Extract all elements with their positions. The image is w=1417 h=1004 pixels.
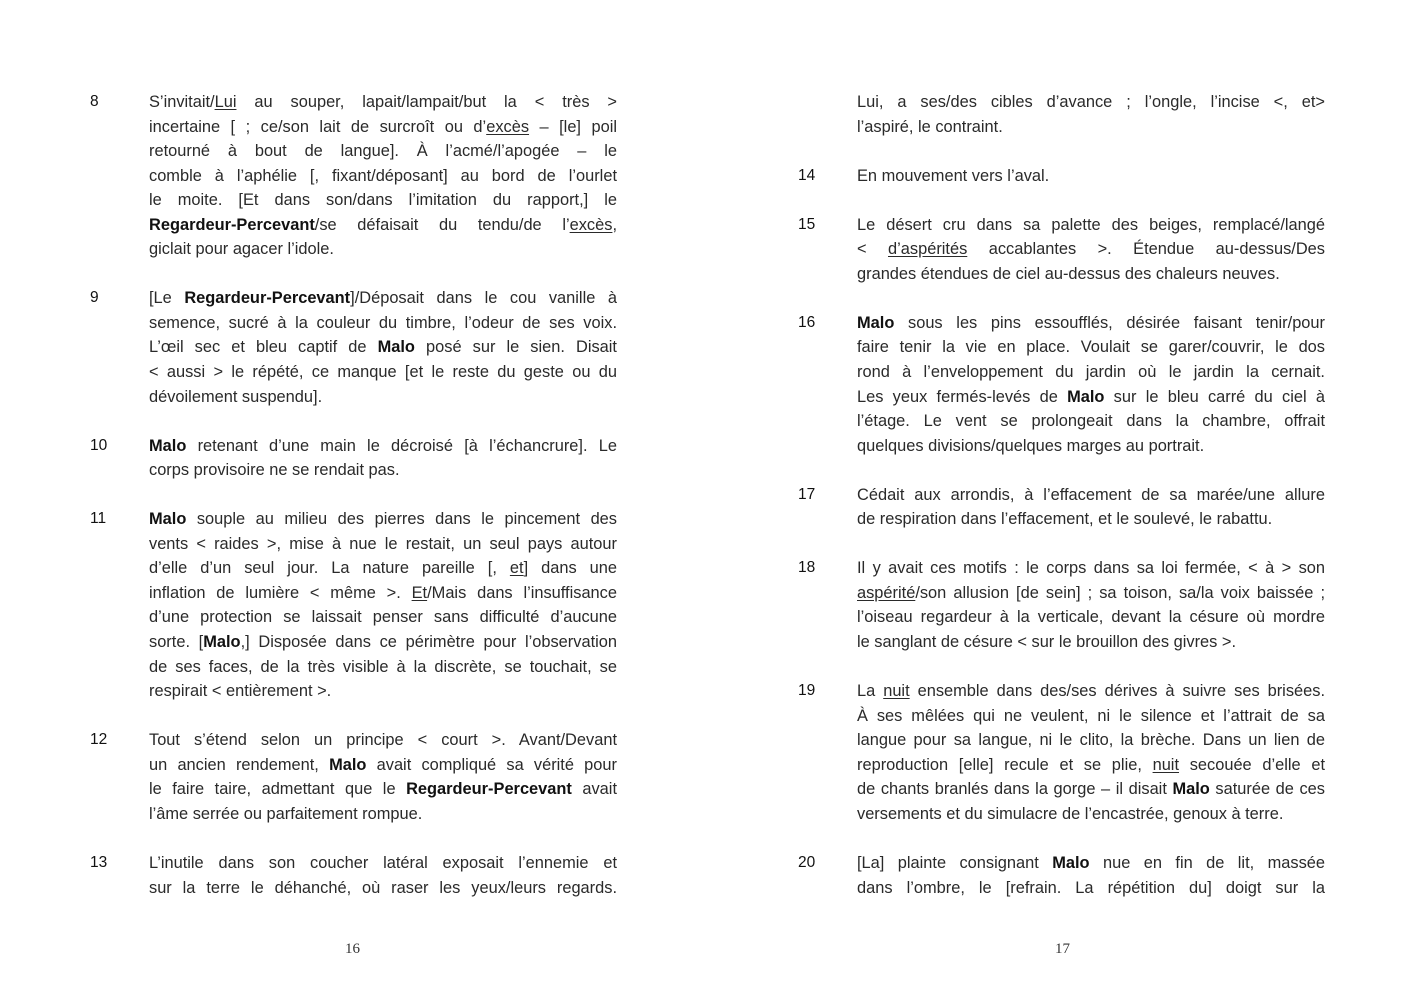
bold-name: Malo	[149, 436, 187, 455]
text-line	[149, 360, 617, 385]
text-line	[149, 90, 617, 115]
text-run: avait	[571, 780, 617, 799]
text-line	[149, 728, 617, 753]
numbered-paragraph	[90, 90, 618, 262]
bold-name: Regardeur-Percevant	[406, 780, 572, 799]
text-line	[857, 851, 1325, 876]
text-run: <	[857, 240, 889, 259]
text-run: le sanglant de césure < sur le brouillon des givres >.	[857, 633, 1237, 652]
text-run: L’inutile dans son coucher latéral exposait l’ennemie et	[149, 853, 617, 872]
text-run: avait compliqué sa vérité pour	[366, 755, 617, 774]
text-line	[149, 507, 617, 532]
text-run: ensemble dans des/ses dérives à suivre ses brisées.	[909, 682, 1325, 701]
text-line	[857, 507, 1325, 532]
text-run: incertaine [ ; ce/son lait de surcroît ou d’	[149, 117, 487, 136]
text-run: accablantes >. Étendue au-dessus/Des	[967, 240, 1325, 259]
underlined-word: et	[509, 559, 524, 578]
text-line	[149, 458, 617, 483]
text-line	[857, 802, 1325, 827]
text-run: de ses faces, de la très visible à la discrète, se touchait, se	[149, 657, 617, 676]
text-run: posé sur le sien. Disait	[414, 338, 617, 357]
text-line	[149, 802, 617, 827]
bold-name: Malo	[329, 755, 367, 774]
underlined-word: aspérité	[857, 583, 916, 602]
text-line	[149, 777, 617, 802]
text-run: langue pour sa langue, ni le clito, la brèche. Dans un lien de	[857, 731, 1325, 750]
text-run: ]/Déposait dans le cou vanille à	[350, 289, 617, 308]
text-line	[857, 164, 1325, 189]
text-run: l’âme serrée ou parfaitement rompue.	[149, 804, 423, 823]
paragraph-number: 14	[798, 166, 816, 184]
right-page-text	[798, 90, 1326, 925]
text-run: au souper, lapait/lampait/but la < très >	[236, 93, 617, 111]
text-run: rond à l’enveloppement du jardin où le jardin la cernait.	[857, 363, 1325, 382]
text-run: de chants branlés dans la gorge – il disait	[857, 780, 1173, 799]
text-line	[149, 679, 617, 704]
text-run: reproduction [elle] recule et se plie,	[857, 755, 1153, 774]
text-run: sur le bleu carré du ciel à	[1104, 387, 1325, 406]
text-line	[857, 90, 1325, 115]
paragraph-number: 12	[90, 731, 108, 749]
text-run: semence, sucré à la couleur du timbre, l’odeur de ses voix.	[149, 313, 617, 332]
numbered-paragraph	[798, 90, 1326, 139]
text-run: Cédait aux arrondis, à l’effacement de sa marée/une allure	[857, 485, 1325, 504]
text-line	[149, 213, 617, 238]
text-run: ,	[612, 215, 617, 234]
text-line	[857, 777, 1325, 802]
text-run: l’aspiré, le contraint.	[857, 117, 1003, 136]
paragraph-number: 17	[798, 485, 816, 503]
text-line	[149, 164, 617, 189]
text-line	[149, 434, 617, 459]
text-line	[857, 581, 1325, 606]
text-run: – [le] poil	[529, 117, 617, 136]
text-line	[857, 876, 1325, 901]
paragraph-number: 13	[90, 853, 108, 871]
page-number: 16	[345, 941, 360, 957]
text-run: d’une protection se laissait penser sans difficulté d’aucune	[149, 608, 617, 627]
numbered-paragraph	[90, 286, 618, 409]
text-run: ] dans une	[523, 559, 617, 578]
paragraph-number: 9	[90, 289, 99, 307]
bold-name: Malo	[1067, 387, 1105, 406]
text-line	[149, 605, 617, 630]
bold-name: Malo	[857, 313, 895, 332]
text-run: sous les pins essoufflés, désirée faisant tenir/pour	[894, 313, 1325, 332]
text-run: le moite. [Et dans son/dans l’imitation du rapport,] le	[149, 191, 617, 210]
text-run: quelques divisions/quelques marges au portrait.	[857, 436, 1205, 455]
text-run: de respiration dans l’effacement, et le soulevé, le rabattu.	[857, 510, 1273, 529]
text-line	[149, 139, 617, 164]
text-line	[149, 876, 617, 901]
text-run: En mouvement vers l’aval.	[857, 166, 1050, 185]
underlined-word: Et	[411, 583, 428, 602]
text-run: dévoilement suspendu].	[149, 387, 323, 406]
text-line	[857, 115, 1325, 140]
text-run: S’invitait/	[149, 93, 215, 111]
text-run: /son allusion [de sein] ; sa toison, sa/la voix baissée ;	[915, 583, 1325, 602]
numbered-paragraph	[798, 556, 1326, 654]
numbered-paragraph	[798, 851, 1326, 900]
text-line	[149, 556, 617, 581]
underlined-word: excès	[486, 117, 530, 136]
underlined-word: Lui	[214, 93, 237, 111]
underlined-word: nuit	[1152, 755, 1180, 774]
paragraph-number: 18	[798, 559, 816, 577]
text-run: ,] Disposée dans ce périmètre pour l’observation	[240, 633, 617, 652]
text-run: souple au milieu des pierres dans le pincement des	[186, 510, 617, 529]
bold-name: Malo	[1052, 853, 1090, 872]
paragraph-number: 19	[798, 682, 816, 700]
text-run: comble à l’aphélie [, fixant/déposant] au bord de l’ourlet	[149, 166, 617, 185]
text-line	[149, 851, 617, 876]
text-line	[857, 360, 1325, 385]
text-line	[149, 188, 617, 213]
text-run: l’oiseau regardeur à la verticale, devant la césure où mordre	[857, 608, 1325, 627]
bold-name: Malo	[149, 510, 187, 529]
page-number: 17	[1055, 941, 1070, 957]
text-line	[857, 385, 1325, 410]
text-run: versements et du simulacre de l’encastrée, genoux à terre.	[857, 804, 1284, 823]
text-line	[149, 237, 617, 262]
left-page	[0, 0, 708, 1004]
text-run: Les yeux fermés-levés de	[857, 387, 1068, 406]
text-line	[857, 753, 1325, 778]
numbered-paragraph	[798, 164, 1326, 189]
bold-name: Malo	[1172, 780, 1210, 799]
text-run: /se défaisait du tendu/de l’	[314, 215, 570, 234]
text-line	[857, 630, 1325, 655]
text-line	[857, 728, 1325, 753]
text-run: Il y avait ces motifs : le corps dans sa loi fermée, < à > son	[857, 559, 1325, 578]
underlined-word: nuit	[883, 682, 910, 701]
text-run: corps provisoire ne se rendait pas.	[149, 461, 400, 480]
text-line	[149, 385, 617, 410]
text-run: < aussi > le répété, ce manque [et le reste du geste ou du	[149, 363, 617, 382]
text-line	[857, 704, 1325, 729]
text-run: dans l’ombre, le [refrain. La répétition du] doigt sur la	[857, 878, 1325, 897]
text-run: À ses mêlées qui ne veulent, ni le silence et l’attrait de sa	[857, 706, 1325, 725]
text-line	[857, 335, 1325, 360]
text-run: respirait < entièrement >.	[149, 682, 332, 701]
text-line	[149, 115, 617, 140]
paragraph-number: 11	[90, 510, 107, 528]
text-run: grandes étendues de ciel au-dessus des chaleurs neuves.	[857, 264, 1280, 283]
text-run: d’elle d’un seul jour. La nature pareille [,	[149, 559, 510, 578]
paragraph-number: 10	[90, 436, 108, 454]
text-run: [Le	[149, 289, 185, 308]
text-line	[857, 556, 1325, 581]
text-line	[857, 237, 1325, 262]
numbered-paragraph	[798, 483, 1326, 532]
text-line	[857, 605, 1325, 630]
numbered-paragraph	[798, 213, 1326, 287]
text-run: saturée de ces	[1209, 780, 1325, 799]
numbered-paragraph	[798, 311, 1326, 458]
text-run: inflation de lumière < même >.	[149, 583, 412, 602]
numbered-paragraph	[90, 507, 618, 703]
paragraph-number: 8	[90, 93, 99, 110]
right-page	[708, 0, 1417, 1004]
text-run: giclait pour agacer l’idole.	[149, 240, 334, 259]
text-run: faire tenir la vie en place. Voulait se garer/couvrir, le dos	[857, 338, 1325, 357]
text-run: nue en fin de lit, massée	[1089, 853, 1325, 872]
bold-name: Regardeur-Percevant	[149, 215, 315, 234]
text-line	[149, 630, 617, 655]
text-run: retourné à bout de langue]. À l’acmé/l’apogée – le	[149, 142, 617, 161]
text-run: Tout s’étend selon un principe < court >. Avant/Devant	[149, 731, 617, 750]
text-line	[857, 262, 1325, 287]
numbered-paragraph	[90, 728, 618, 826]
text-line	[857, 434, 1325, 459]
text-line	[857, 213, 1325, 238]
text-run: secouée d’elle et	[1179, 755, 1325, 774]
text-line	[857, 483, 1325, 508]
text-line	[149, 655, 617, 680]
numbered-paragraph	[90, 851, 618, 900]
paragraph-number: 16	[798, 313, 816, 331]
text-line	[149, 335, 617, 360]
text-line	[857, 679, 1325, 704]
text-run: [La] plainte consignant	[857, 853, 1053, 872]
text-run: L’œil sec et bleu captif de	[149, 338, 378, 357]
text-run: Le désert cru dans sa palette des beiges, remplacé/langé	[857, 215, 1325, 234]
numbered-paragraph	[798, 679, 1326, 826]
text-line	[857, 409, 1325, 434]
paragraph-number: 15	[798, 215, 816, 233]
text-run: sur la terre le déhanché, où raser les yeux/leurs regards.	[149, 878, 617, 897]
left-page-text	[90, 90, 618, 925]
text-line	[149, 311, 617, 336]
text-line	[857, 311, 1325, 336]
text-run: Lui, a ses/des cibles d’avance ; l’ongle, l’incise <, et>	[857, 93, 1325, 111]
bold-name: Malo	[203, 633, 241, 652]
text-run: le faire taire, admettant que le	[149, 780, 407, 799]
text-run: l’étage. Le vent se prolongeait dans la chambre, offrait	[857, 412, 1325, 431]
paragraph-number: 20	[798, 853, 816, 871]
text-run: retenant d’une main le décroisé [à l’échancrure]. Le	[186, 436, 617, 455]
text-line	[149, 286, 617, 311]
bold-name: Regardeur-Percevant	[184, 289, 351, 308]
text-line	[149, 532, 617, 557]
underlined-word: excès	[569, 215, 613, 234]
text-run: /Mais dans l’insuffisance	[427, 583, 617, 602]
underlined-word: d’aspérités	[888, 240, 968, 259]
numbered-paragraph	[90, 434, 618, 483]
text-run: sorte. [	[149, 633, 204, 652]
bold-name: Malo	[377, 338, 415, 357]
text-run: La	[857, 682, 884, 701]
text-run: un ancien rendement,	[149, 755, 330, 774]
text-run: vents < raides >, mise à nue le restait, un seul pays autour	[149, 534, 617, 553]
text-line	[149, 753, 617, 778]
text-line	[149, 581, 617, 606]
